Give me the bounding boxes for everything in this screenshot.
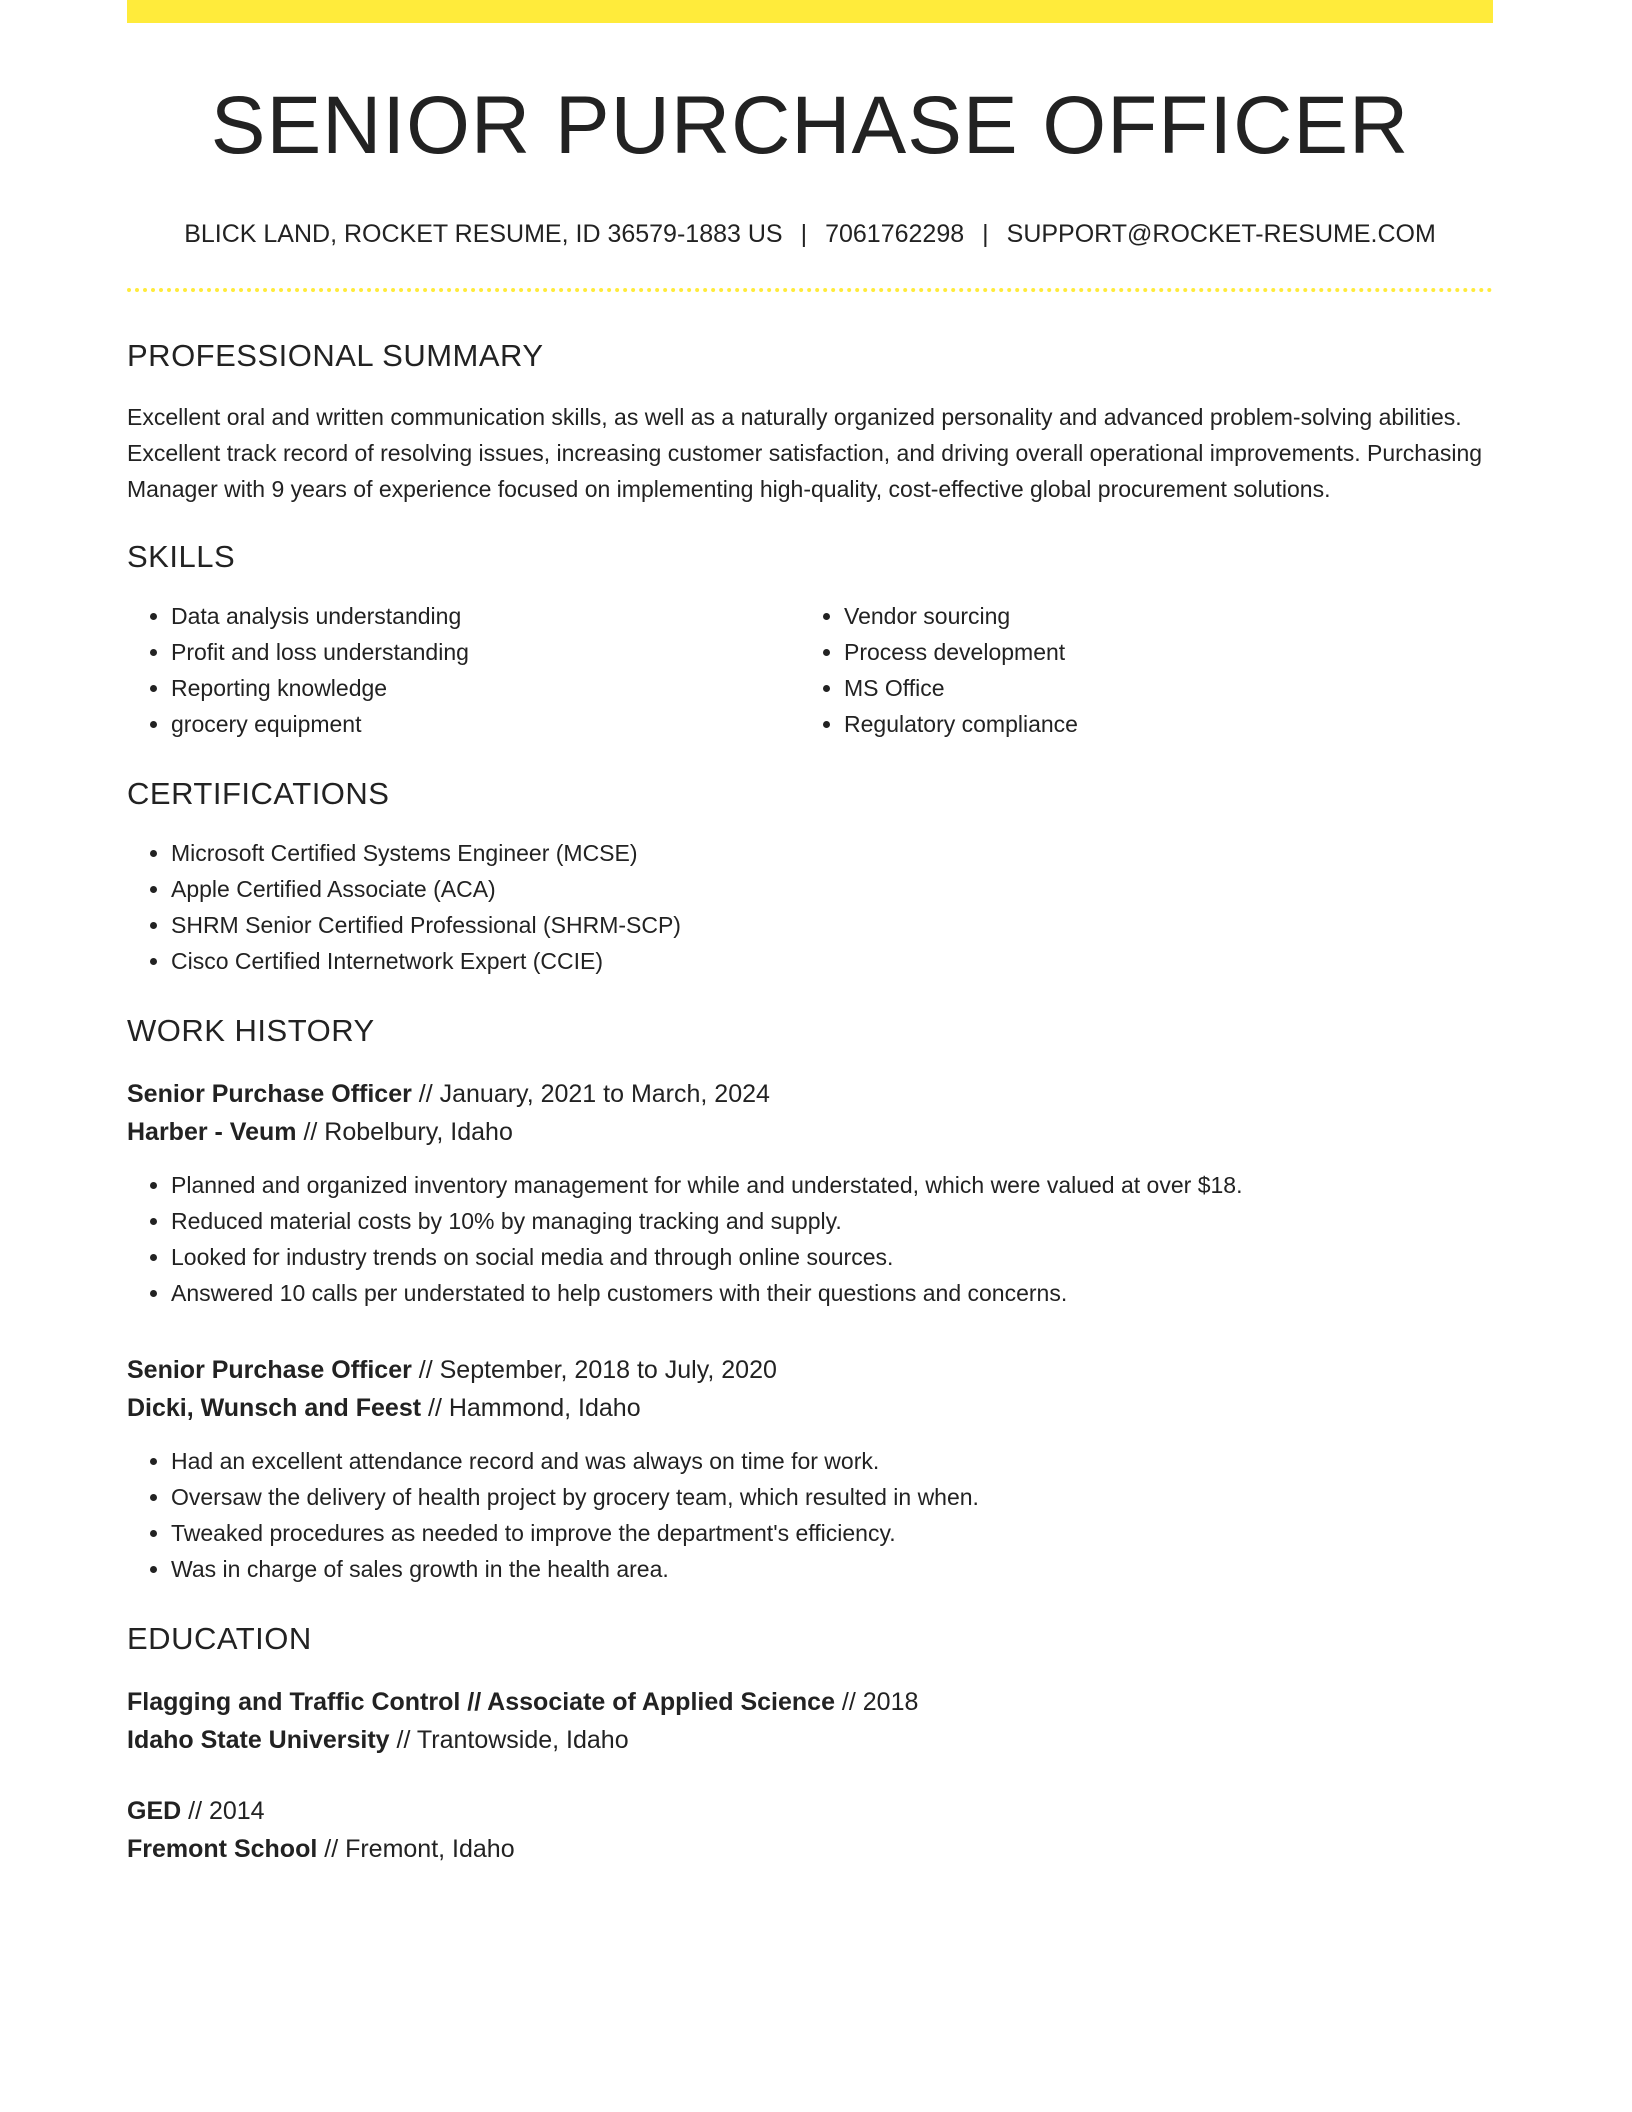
job-bullet: • Planned and organized inventory management for while and understated, which were valued at over $18. bbox=[171, 1167, 1493, 1203]
skills-list-left bbox=[127, 598, 800, 742]
job-bullets bbox=[127, 1167, 1493, 1311]
certifications-list bbox=[127, 835, 1493, 979]
certification-item: • Cisco Certified Internetwork Expert (CCIE) bbox=[171, 943, 1493, 979]
contact-phone: 7061762298 bbox=[825, 220, 965, 248]
job-bullets bbox=[127, 1443, 1493, 1587]
education-entry bbox=[127, 1683, 1493, 1759]
contact-separator: | bbox=[800, 220, 808, 248]
education-year: // 2014 bbox=[181, 1797, 265, 1825]
header-divider bbox=[127, 288, 1493, 292]
skill-item: • grocery equipment bbox=[171, 706, 800, 742]
education-school: Fremont School bbox=[127, 1835, 318, 1863]
job-bullet: • Had an excellent attendance record and was always on time for work. bbox=[171, 1443, 1493, 1479]
accent-top-bar bbox=[127, 0, 1493, 23]
certification-item: • Apple Certified Associate (ACA) bbox=[171, 871, 1493, 907]
job-company: Harber - Veum bbox=[127, 1118, 297, 1146]
section-title-work-history: WORK HISTORY bbox=[127, 1013, 375, 1048]
job-role: Senior Purchase Officer bbox=[127, 1356, 412, 1384]
education-school: Idaho State University bbox=[127, 1726, 390, 1754]
contact-separator: | bbox=[982, 220, 989, 248]
job-dates: // January, 2021 to March, 2024 bbox=[411, 1080, 770, 1108]
contact-address: BLICK LAND, ROCKET RESUME, ID 36579-1883 US bbox=[184, 220, 783, 248]
resume-page bbox=[127, 0, 1493, 1868]
skill-item: • Profit and loss understanding bbox=[171, 634, 800, 670]
job-bullet: • Looked for industry trends on social media and through online sources. bbox=[171, 1239, 1493, 1275]
skill-item: • Data analysis understanding bbox=[171, 598, 800, 634]
job-dates: // September, 2018 to July, 2020 bbox=[411, 1356, 777, 1384]
section-title-summary: PROFESSIONAL SUMMARY bbox=[127, 338, 544, 373]
skill-item: • Regulatory compliance bbox=[844, 706, 1473, 742]
skill-item: • Reporting knowledge bbox=[171, 670, 800, 706]
resume-title: SENIOR PURCHASE OFFICER bbox=[210, 80, 1410, 171]
contact-email: SUPPORT@ROCKET-RESUME.COM bbox=[1006, 220, 1436, 248]
certification-item: • Microsoft Certified Systems Engineer (MCSE) bbox=[171, 835, 1493, 871]
skill-item: • Process development bbox=[844, 634, 1473, 670]
education-degree-line bbox=[127, 1792, 1493, 1830]
job-role-line bbox=[127, 1075, 1493, 1113]
job-company: Dicki, Wunsch and Feest bbox=[127, 1394, 422, 1422]
education-school-line bbox=[127, 1830, 1493, 1868]
job-bullet: • Tweaked procedures as needed to improve the department's efficiency. bbox=[171, 1515, 1493, 1551]
job-bullet: • Was in charge of sales growth in the health area. bbox=[171, 1551, 1493, 1587]
education-entry bbox=[127, 1792, 1493, 1868]
skills-list-right bbox=[800, 598, 1473, 742]
education-school-line bbox=[127, 1721, 1493, 1759]
job-company-line bbox=[127, 1113, 1493, 1151]
job-bullet: • Answered 10 calls per understated to help customers with their questions and concerns. bbox=[171, 1275, 1493, 1311]
contact-line bbox=[127, 219, 1493, 249]
summary-text: Excellent oral and written communication skills, as well as a naturally organized personality and advanced problem-solving abilities. Excellent track record of resolving issues, increasing customer satisfaction, and driving overall operational improvements. Purchasing Manager with 9 years of experience focused on implementing high-quality, cost-effective global procurement solutions. bbox=[127, 404, 1483, 502]
job-bullet: • Reduced material costs by 10% by managing tracking and supply. bbox=[171, 1203, 1493, 1239]
education-location: // Trantowside, Idaho bbox=[389, 1726, 629, 1754]
skill-item: • MS Office bbox=[844, 670, 1473, 706]
education-degree-line bbox=[127, 1683, 1493, 1721]
section-title-education: EDUCATION bbox=[127, 1621, 312, 1656]
job-role: Senior Purchase Officer bbox=[127, 1080, 412, 1108]
job-role-line bbox=[127, 1351, 1493, 1389]
job-entry bbox=[127, 1351, 1493, 1587]
education-degree: Flagging and Traffic Control // Associate of Applied Science bbox=[127, 1688, 835, 1716]
education-location: // Fremont, Idaho bbox=[317, 1835, 515, 1863]
skill-item: • Vendor sourcing bbox=[844, 598, 1473, 634]
section-title-skills: SKILLS bbox=[127, 539, 236, 574]
job-bullet: • Oversaw the delivery of health project by grocery team, which resulted in when. bbox=[171, 1479, 1493, 1515]
section-title-certifications: CERTIFICATIONS bbox=[127, 776, 390, 811]
job-location: // Robelbury, Idaho bbox=[296, 1118, 513, 1146]
certification-item: • SHRM Senior Certified Professional (SHRM-SCP) bbox=[171, 907, 1493, 943]
job-location: // Hammond, Idaho bbox=[421, 1394, 641, 1422]
job-company-line bbox=[127, 1389, 1493, 1427]
job-entry bbox=[127, 1075, 1493, 1311]
education-year: // 2018 bbox=[834, 1688, 919, 1716]
skills-grid bbox=[127, 598, 1493, 742]
education-degree: GED bbox=[127, 1797, 182, 1825]
